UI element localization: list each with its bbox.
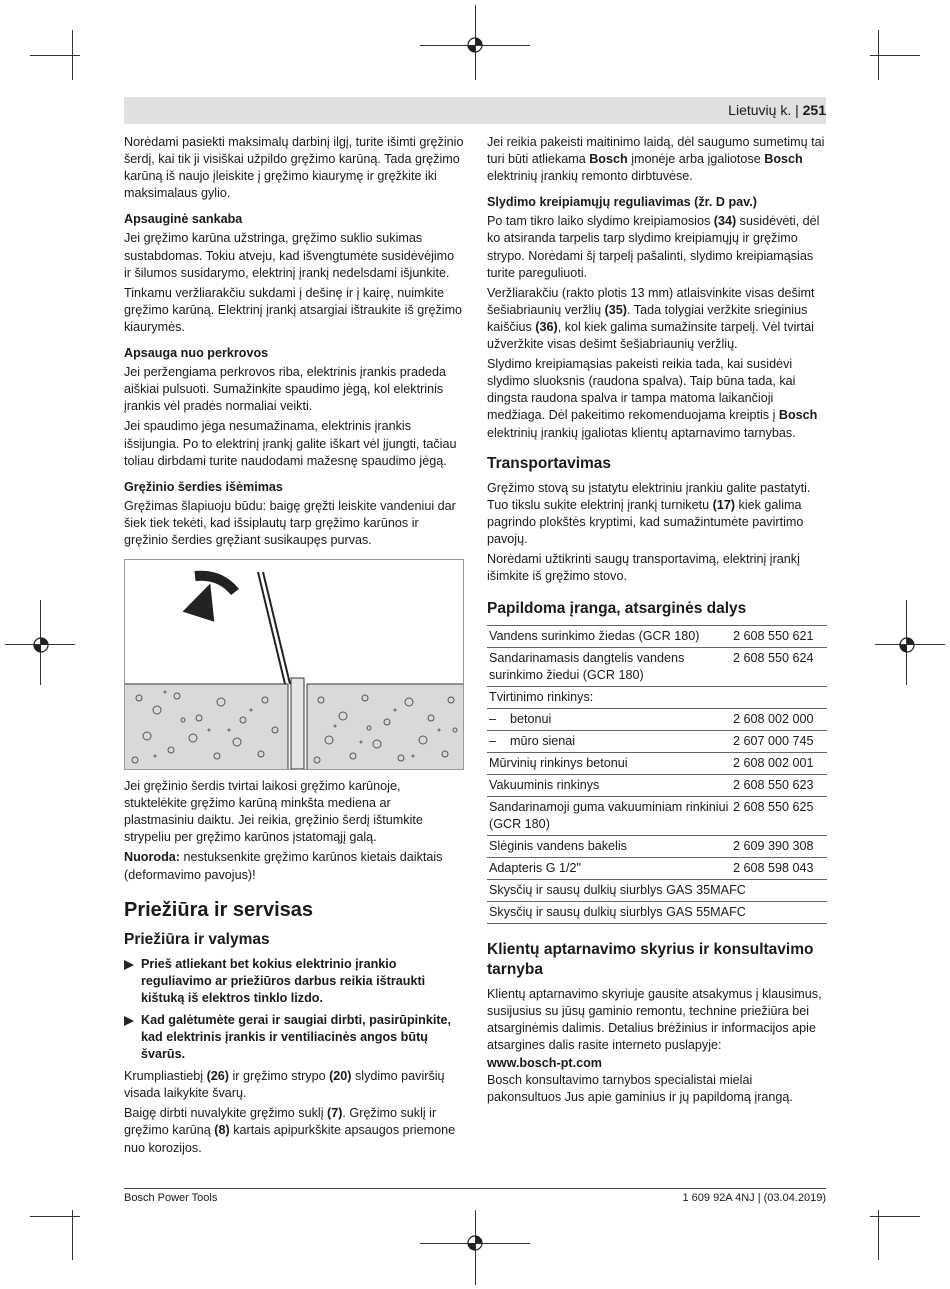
part-code: 2 608 550 625: [731, 797, 827, 836]
header-bar: [124, 97, 826, 124]
crop-mark: [30, 55, 80, 56]
table-row: [487, 648, 827, 687]
paragraph: [487, 480, 827, 548]
triangle-bullet-icon: [124, 1016, 134, 1026]
part-code: 2 608 002 000: [731, 709, 827, 731]
table-row: [487, 709, 827, 731]
table-row: [487, 626, 827, 648]
text-run: , kol kiek galima sumažinsite tarpelį. Vėl tvirtai užveržkite visas dešimt šešiabriaunių veržlių.: [487, 319, 814, 352]
part-ref: (8): [214, 1123, 230, 1138]
footer-left: Bosch Power Tools: [124, 1192, 218, 1204]
text-run: kartais apipurkškite apsaugos priemone nuo korozijos.: [124, 1123, 456, 1155]
table-row: [487, 858, 827, 880]
table-row: [487, 836, 827, 858]
text-run: įmonėje arba įgaliotose: [627, 152, 765, 167]
part-name: Tvirtinimo rinkinys:: [487, 687, 731, 709]
paragraph: [487, 134, 827, 185]
note: [124, 849, 464, 883]
text-run: elektrinių įrankių remonto dirbtuvėse.: [487, 169, 693, 184]
page-header: [728, 102, 826, 118]
header-separator: |: [795, 102, 799, 118]
table-row: [487, 775, 827, 797]
text-run: slydimo paviršių visada laikykite švarų.: [124, 1069, 445, 1101]
text-run: Krumpliastiebį: [124, 1069, 207, 1084]
table-row: [487, 687, 827, 709]
paragraph: Bosch konsultavimo tarnybos specialistai mielai pakonsultuos Jus apie gaminius ir jų papildomą įrangą.: [487, 1072, 793, 1104]
note-text: nestuksenkite gręžimo karūnos kietais daiktais (deformavimo pavojus)!: [124, 850, 443, 882]
part-ref: (34): [713, 214, 737, 229]
part-ref: (36): [535, 319, 558, 334]
paragraph: Jei gręžimo karūna užstringa, gręžimo suklio sukimas sustabdomas. Tokiu atveju, kad išvengtumėte susidėvėjimo ir šilumos susidarymo, elektrinį įrankį nedelsdami išjunkite.: [124, 231, 455, 280]
heading-maintenance-service: Priežiūra ir servisas: [124, 898, 314, 921]
part-name: Vandens surinkimo žiedas (GCR 180): [487, 626, 731, 648]
part-name: – betonui: [487, 709, 731, 731]
table-row: [487, 797, 827, 836]
part-name: Adapteris G 1/2": [487, 858, 731, 880]
paragraph: Jei peržengiama perkrovos riba, elektrinis įrankis pradeda aiškiai pulsuoti. Sumažinkite spaudimo jėgą, kol elektrinis įrankis vėl pradės normaliai veikti.: [124, 365, 446, 414]
part-ref: (26): [206, 1069, 229, 1084]
part-name: Skysčių ir sausų dulkių siurblys GAS 55MAFC: [487, 902, 827, 924]
part-code: 2 608 598 043: [731, 858, 827, 880]
text-run: Veržliarakčiu (rakto plotis 13 mm) atlaisvinkite visas dešimt šešiabriaunių veržlių: [487, 285, 815, 317]
text-run: Po tam tikro laiko slydimo kreipiamosios: [487, 214, 714, 229]
heading-customer-service: Klientų aptarnavimo skyrius ir konsultavimo tarnyba: [487, 941, 814, 979]
paragraph: [487, 285, 827, 353]
text-run: . Gręžimo suklį ir gręžimo karūną: [124, 1106, 437, 1138]
part-code: 2 608 550 623: [731, 775, 827, 797]
part-name: – mūro sienai: [487, 731, 731, 753]
crop-mark: [870, 55, 920, 56]
part-code: 2 609 390 308: [731, 836, 827, 858]
paragraph: Gręžimas šlapiuoju būdu: baigę gręžti leiskite vandeniui dar šiek tiek tekėti, kad išsiplautų tarp gręžimo karūnos ir gręžinio šerdies gręžiant susikaupęs purvas.: [124, 498, 456, 547]
page-number: 251: [802, 102, 826, 118]
paragraph: Klientų aptarnavimo skyriuje gausite atsakymus į klausimus, susijusius su jūsų gaminio remontu, technine priežiūra bei atsarginėmis dalimis. Detalius brėžinius ir informacijos apie atsargines dalis rasite interneto puslapyje:: [487, 987, 822, 1053]
paragraph: Norėdami užtikrinti saugų transportavimą, elektrinį įrankį išimkite iš gręžimo stovo.: [487, 551, 800, 584]
heading-safety-clutch: Apsauginė sankaba: [124, 212, 243, 227]
heading-overload: Apsauga nuo perkrovos: [124, 346, 269, 361]
part-name: Sandarinamoji guma vakuuminiam rinkiniui (GCR 180): [487, 797, 731, 836]
paragraph: [487, 213, 827, 281]
text-run: Jei reikia pakeisti maitinimo laidą, dėl saugumo sumetimų tai turi būti atliekama: [487, 135, 825, 167]
table-row: [487, 753, 827, 775]
text-run: . Tada tolygiai veržkite srieginius kaiščius: [487, 302, 808, 334]
brand: Bosch: [778, 408, 818, 423]
heading-guides: Slydimo kreipiamųjų reguliavimas (žr. D pav.): [487, 195, 757, 210]
paragraph: [487, 356, 827, 441]
warning-item: [124, 956, 464, 1007]
note-label: Nuoroda:: [124, 850, 180, 865]
paragraph: Norėdami pasiekti maksimalų darbinį ilgį, turite išimti gręžinio šerdį, kai tik ji visiškai užpildo gręžimo karūną. Tada gręžimo karūną iš naujo įleiskite į gręžimo kiaurymę ir gręžkite iki maksimalaus gylio.: [124, 135, 464, 201]
text-run: Baigę dirbti nuvalykite gręžimo suklį: [124, 1106, 327, 1121]
paragraph: Jei gręžinio šerdis tvirtai laikosi gręžimo karūnoje, stuktelėkite gręžimo karūną minkšta mediena ar plastmasiniu daiktu. Jei reikia, gręžinio šerdį ištumkite strypeliu per gręžimo karūnos įstatomąjį galą.: [124, 779, 423, 845]
part-name: Skysčių ir sausų dulkių siurblys GAS 35MAFC: [487, 880, 827, 902]
website-link[interactable]: www.bosch-pt.com: [487, 1055, 602, 1070]
table-row: [487, 731, 827, 753]
heading-accessories: Papildoma įranga, atsarginės dalys: [487, 600, 747, 618]
crosshair-icon: [464, 1232, 486, 1254]
footer-right: 1 609 92A 4NJ | (03.04.2019): [682, 1192, 826, 1204]
drill-core-diagram: [125, 560, 463, 769]
brand: Bosch: [764, 152, 803, 167]
brand: Bosch: [589, 152, 628, 167]
left-column: [124, 134, 464, 1160]
triangle-bullet-icon: [124, 960, 134, 970]
crosshair-icon: [896, 634, 918, 656]
part-ref: (35): [604, 302, 628, 317]
warning-text: Prieš atliekant bet kokius elektrinio įrankio reguliavimo ar priežiūros darbus reikia ištraukti kištuką iš elektros tinklo lizdo.: [141, 956, 426, 1005]
part-code: 2 608 550 624: [731, 648, 827, 687]
right-column: [487, 134, 827, 1109]
core-removal-illustration: [124, 559, 464, 770]
part-code: 2 608 550 621: [731, 626, 827, 648]
paragraph: [124, 1105, 464, 1156]
text-run: susidėvėti, dėl ko atsiranda tarpelis tarp slydimo kreipiamųjų ir gręžimo strypo. Norėdami šį tarpelį pašalinti, slydimo kreipiamąsias turite pareguliuoti.: [487, 214, 820, 280]
crop-mark: [72, 1210, 73, 1260]
table-row: [487, 902, 827, 924]
text-run: elektrinių įrankių įgaliotas klientų aptarnavimo tarnybas.: [487, 425, 796, 440]
table-row: [487, 880, 827, 902]
accessories-table: [487, 625, 827, 924]
paragraph: Jei spaudimo jėga nesumažinama, elektrinis įrankis išsijungia. Po to elektrinį įrankį galite iškart vėl įjungti, tačiau toliau dirbdami turite naudodami mažesnę spaudimo jėgą.: [124, 419, 457, 468]
part-ref: (17): [712, 497, 736, 512]
text-run: Gręžimo stovą su įstatytu elektriniu įrankiu galite pastatyti. Tuo tikslu sukite elektrinį įrankį turniketu: [487, 480, 811, 512]
crop-mark: [30, 1216, 80, 1217]
text-run: ir gręžimo strypo: [229, 1069, 330, 1084]
heading-core-removal: Gręžinio šerdies išėmimas: [124, 479, 283, 494]
text-run: Slydimo kreipiamąsias pakeisti reikia tada, kai susidėvi slydimo sluoksnis (raudona spalva). Taip būna tada, kai dingsta raudona spalva ir tampa matoma laikančioji medžiaga. Dėl pakeitimo rekomenduojama kreiptis į: [487, 357, 796, 423]
crop-mark: [878, 1210, 879, 1260]
part-ref: (7): [327, 1106, 343, 1121]
part-name: Mūrvinių rinkinys betonui: [487, 753, 731, 775]
part-code: 2 607 000 745: [731, 731, 827, 753]
part-code: 2 608 002 001: [731, 753, 827, 775]
crosshair-icon: [464, 34, 486, 56]
footer-divider: [124, 1188, 826, 1189]
crosshair-icon: [30, 634, 52, 656]
paragraph: Tinkamu veržliarakčiu sukdami į dešinę ir į kairę, nuimkite gręžimo karūną. Elektrinį įrankį atsargiai ištraukite iš gręžimo kiaurymės.: [124, 285, 463, 334]
heading-transport: Transportavimas: [487, 454, 612, 472]
warning-text: Kad galėtumėte gerai ir saugiai dirbti, pasirūpinkite, kad elektrinis įrankis ir ventiliacinės angos būtų švarūs.: [141, 1012, 452, 1062]
part-name: Sandarinamasis dangtelis vandens surinkimo žiedui (GCR 180): [487, 648, 731, 687]
heading-care-cleaning: Priežiūra ir valymas: [124, 930, 270, 948]
crop-mark: [870, 1216, 920, 1217]
header-language: Lietuvių k.: [728, 102, 792, 118]
text-run: kiek galima pagrindo plokštės kryptimi, kad sumažintumėte pavirtimo pavojų.: [487, 497, 804, 546]
part-name: Vakuuminis rinkinys: [487, 775, 731, 797]
part-ref: (20): [329, 1069, 352, 1084]
paragraph: [124, 1068, 464, 1102]
part-name: Slėginis vandens bakelis: [487, 836, 731, 858]
warning-item: [124, 1012, 464, 1063]
part-code: [731, 687, 827, 709]
